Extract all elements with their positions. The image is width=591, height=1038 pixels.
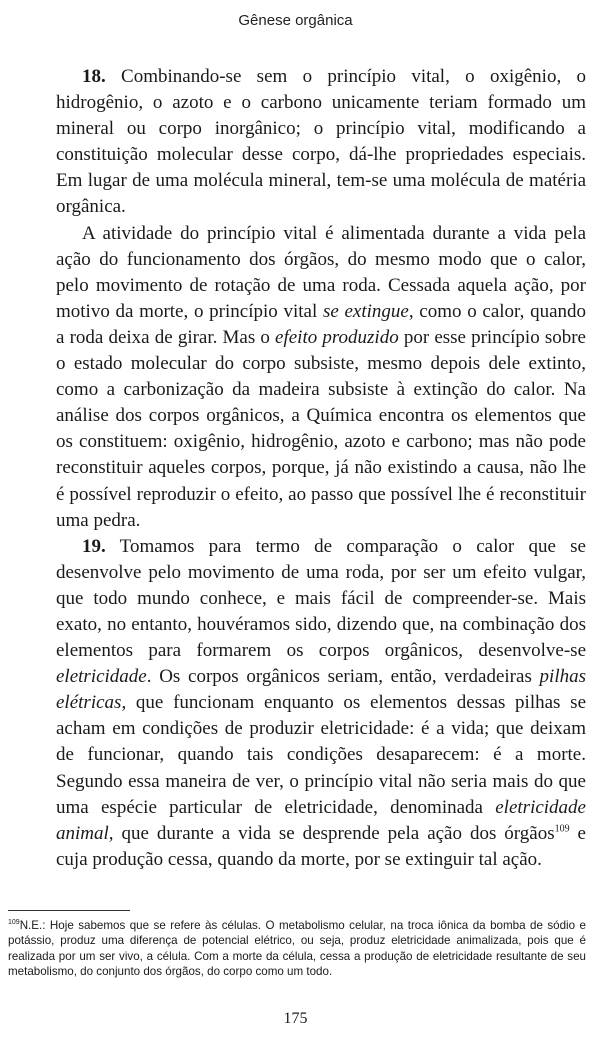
paragraph-18-continued xyxy=(56,221,586,534)
main-text xyxy=(56,64,586,873)
text-run: por esse princípio sobre o estado molecular do corpo subsiste, mesmo depois dele extinto, como a carbonização da madeira subsiste à extinção do calor. Na análise dos corpos orgânicos, a Química encontra os elementos que os constituem: oxigênio, hidrogênio, azoto e carbono; mas não pode reconstituir aqueles corpos, porque, já não existindo a causa, não lhe é possível reproduzir o efeito, ao passo que possível lhe é reconstituir uma pedra. xyxy=(56,326,586,531)
text-run: A atividade do princípio vital é alimentada durante a vida pela ação do funcionamento dos órgãos, do mesmo modo que o calor, pelo movimento de rotação de uma roda. Cessada aquela ação, por motivo da morte, o princípio vital xyxy=(56,222,586,322)
text-run: Combinando-se sem o princípio vital, o oxigênio, o hidrogênio, o azoto e o carbono unicamente teriam formado um mineral ou corpo inorgânico; o princípio vital, modificando a constituição molecular desse corpo, dá-lhe propriedades especiais. Em lugar de uma molécula mineral, tem-se uma molécula de matéria orgânica. xyxy=(56,66,586,218)
footnote-divider xyxy=(8,910,130,911)
paragraph-19 xyxy=(56,534,586,873)
footnote-text: N.E.: Hoje sabemos que se refere às células. O metabolismo celular, na troca iônica da bomba de sódio e potássio, produz uma diferença de potencial elétrico, ou seja, produz eletricidade animalizada, pois que é realizada por um ser vivo, a célula. Com a morte da célula, cessa a produção de eletricidade resultante de seu metabolismo, do conjunto dos órgãos, do corpo como um todo. xyxy=(8,919,586,979)
paragraph-number: 19. xyxy=(82,535,106,557)
text-run: , como o calor, quando a roda deixa de girar. Mas o xyxy=(56,300,586,348)
footnote-marker: 109 xyxy=(8,919,20,927)
text-run: . Os corpos orgânicos seriam, então, verdadeiras xyxy=(146,666,540,688)
emphasized-text: se extingue xyxy=(322,300,409,322)
paragraph-number: 18. xyxy=(82,66,106,87)
text-run: Tomamos para termo de comparação o calor que se desenvolve pelo movimento de uma roda, por ser um efeito vulgar, que todo mundo conhece, e mais fácil de compreender-se. Mais exato, no entanto, houvéramos sido, dizendo que, na combinação dos elementos para formarem os corpos orgânicos, desenvolve-se xyxy=(56,535,586,662)
paragraph-18 xyxy=(56,64,586,221)
running-header: Gênese orgânica xyxy=(238,12,353,29)
emphasized-text: eletricidade xyxy=(56,666,147,688)
emphasized-text: pilhas elétricas xyxy=(56,666,586,714)
text-run: e cuja produção cessa, quando da morte, por se extinguir tal ação. xyxy=(56,822,586,870)
text-run: , que funcionam enquanto os elementos dessas pilhas se acham em condições de produzir eletricidade: é a vida; que deixam de funcionar, quando tais condições desaparecem: é a morte. Segundo essa maneira de ver, o princípio vital não seria mais do que uma espécie particular de eletricidade, denominada xyxy=(56,692,586,818)
footnote-reference: 109 xyxy=(554,823,570,835)
footnote-109 xyxy=(8,918,586,980)
page-number: 175 xyxy=(283,1010,308,1027)
text-run: , que durante a vida se desprende pela ação dos órgãos xyxy=(108,822,555,844)
emphasized-text: eletricidade animal xyxy=(56,796,586,844)
emphasized-text: efeito produzido xyxy=(275,326,399,348)
